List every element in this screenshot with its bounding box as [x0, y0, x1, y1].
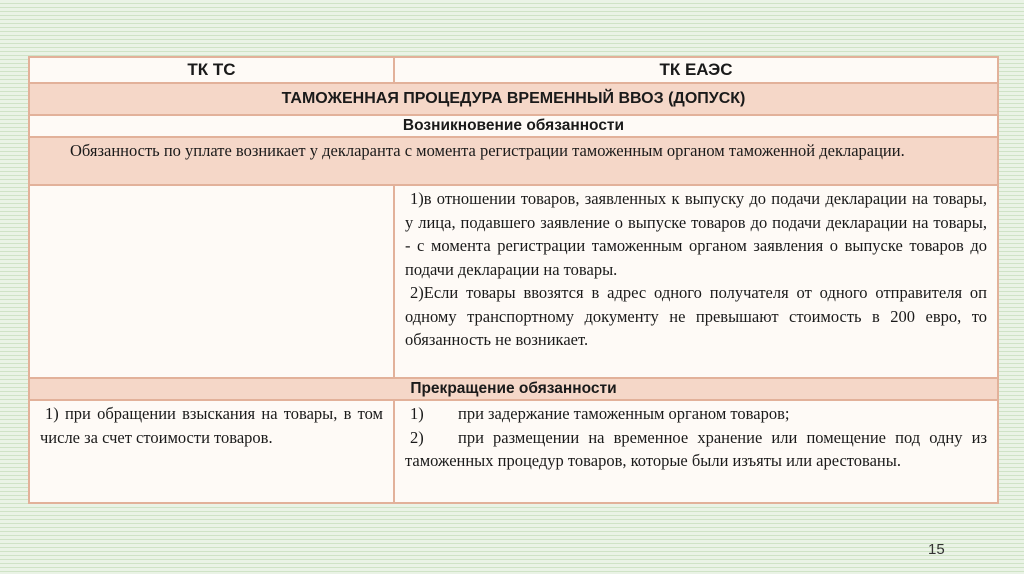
- termination-right-cell: [394, 400, 998, 503]
- origin-item-2: 2)Если товары ввозятся в адрес одного получателя от одного отправителя оп одному транспортному документу не превышают стоимость в 200 евро, то обязанность не возникает.: [405, 283, 987, 349]
- termination-details-row: [29, 400, 998, 503]
- origin-right-cell: [394, 185, 998, 378]
- termination-item-2-number: 2): [410, 427, 424, 447]
- termination-item-2: [405, 426, 987, 473]
- comparison-table: [28, 56, 999, 504]
- termination-item-1: [405, 402, 987, 426]
- section-termination-row: [29, 378, 998, 400]
- section-origin-row: [29, 115, 998, 137]
- header-row: [29, 57, 998, 83]
- termination-item-1-text: при задержание таможенным органом товаров;: [458, 404, 790, 423]
- origin-left-cell: [29, 185, 394, 378]
- termination-left-text: 1) при обращении взыскания на товары, в том числе за счет стоимости товаров.: [40, 404, 383, 447]
- obligation-common-text: Обязанность по уплате возникает у декларанта с момента регистрации таможенным органом таможенной декларации.: [29, 137, 998, 185]
- page-number: 15: [928, 541, 945, 558]
- obligation-common-row: [29, 137, 998, 185]
- section-origin-title: Возникновение обязанности: [29, 115, 998, 137]
- procedure-title: ТАМОЖЕННАЯ ПРОЦЕДУРА ВРЕМЕННЫЙ ВВОЗ (ДОПУСК): [29, 83, 998, 115]
- termination-left-cell: [29, 400, 394, 503]
- header-right: ТК ЕАЭС: [394, 57, 998, 83]
- section-termination-title: Прекращение обязанности: [29, 378, 998, 400]
- termination-item-1-number: 1): [410, 404, 424, 423]
- termination-item-2-text: при размещении на временное хранение или помещение под одну из таможенных процедур товаров, которые были изъяты или арестованы.: [405, 427, 987, 470]
- origin-item-1: 1)в отношении товаров, заявленных к выпуску до подачи декларации на товары, у лица, подавшего заявление о выпуске товаров до подачи декларации на товары, - с момента регистрации таможенным органом заявления о выпуске товаров до подачи декларации на товары.: [405, 189, 987, 279]
- header-left: ТК ТС: [29, 57, 394, 83]
- origin-details-row: [29, 185, 998, 378]
- procedure-title-row: [29, 83, 998, 115]
